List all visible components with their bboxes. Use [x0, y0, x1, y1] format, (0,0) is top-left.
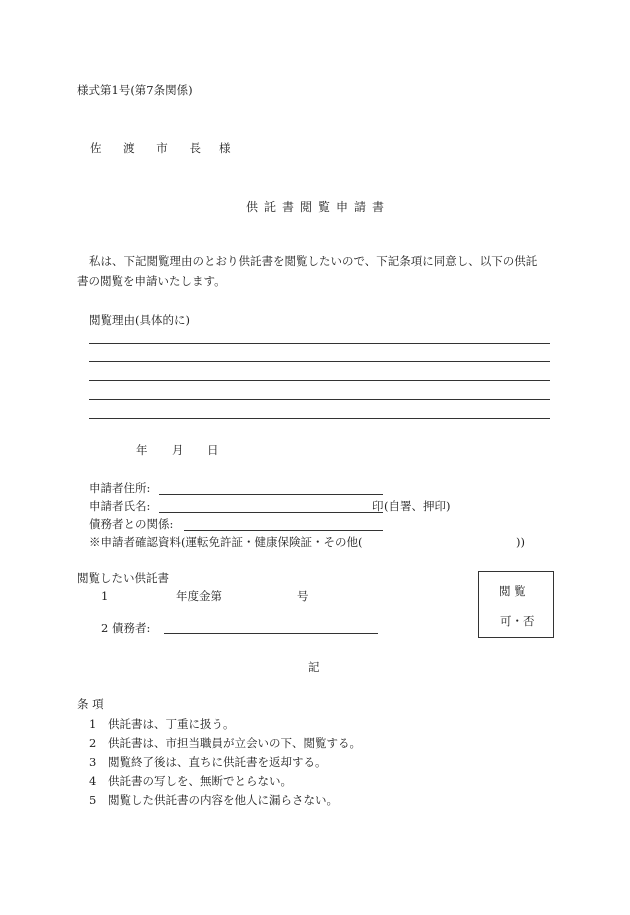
ki-mark: 記	[308, 660, 320, 674]
terms-heading: 条 項	[77, 697, 104, 711]
deposit-item-1-suffix: 号	[297, 589, 309, 603]
applicant-name-label: 申請者氏名:	[89, 499, 151, 513]
relation-field[interactable]	[184, 530, 383, 531]
term-5-number: 5	[89, 793, 97, 807]
relation-label: 債務者との関係:	[89, 517, 174, 531]
term-3-number: 3	[89, 755, 97, 769]
term-5-text: 閲覧した供託書の内容を他人に漏らさない。	[108, 793, 338, 807]
term-2-text: 供託書は、市担当職員が立会いの下、閲覧する。	[108, 736, 361, 750]
reason-label: 閲覧理由(具体的に)	[89, 313, 190, 327]
id-documents-label: ※申請者確認資料(運転免許証・健康保険証・その他(	[89, 535, 363, 549]
deposit-item-1-year: 年度金第	[176, 589, 222, 603]
reason-line-2[interactable]	[89, 361, 550, 362]
reason-line-1[interactable]	[89, 343, 550, 344]
term-1-text: 供託書は、丁重に扱う。	[108, 717, 235, 731]
deposit-item-1-number: 1	[101, 589, 109, 603]
form-number: 様式第1号(第7条関係)	[77, 83, 193, 97]
reason-line-5[interactable]	[89, 418, 550, 419]
debtor-field[interactable]	[164, 633, 378, 634]
term-3-text: 閲覧終了後は、直ちに供託書を返却する。	[108, 755, 327, 769]
intro-line-2: 書の閲覧を申請いたします。	[77, 274, 226, 288]
addressee-honorific: 様	[219, 141, 231, 155]
term-4-number: 4	[89, 774, 97, 788]
reason-line-4[interactable]	[89, 399, 550, 400]
applicant-address-field[interactable]	[159, 494, 383, 495]
addressee-name: 佐 渡 市 長	[90, 141, 210, 155]
date-month: 月	[172, 443, 184, 457]
applicant-address-label: 申請者住所:	[89, 481, 151, 495]
seal-mark: 印	[372, 499, 384, 513]
id-documents-close: ))	[516, 535, 525, 549]
seal-note: (自署、押印)	[384, 499, 451, 513]
document-title: 供託書閲覧申請書	[246, 200, 391, 214]
deposit-heading: 閲覧したい供託書	[77, 571, 169, 585]
term-4-text: 供託書の写しを、無断でとらない。	[108, 774, 292, 788]
approval-options: 可・否	[500, 614, 535, 628]
deposit-item-2-label: 2 債務者:	[101, 621, 151, 635]
date-day: 日	[207, 443, 219, 457]
reason-line-3[interactable]	[89, 380, 550, 381]
date-year: 年	[136, 443, 148, 457]
term-1-number: 1	[89, 717, 97, 731]
intro-line-1: 私は、下記閲覧理由のとおり供託書を閲覧したいので、下記条項に同意し、以下の供託	[89, 254, 538, 268]
term-2-number: 2	[89, 736, 97, 750]
approval-label: 閲 覧	[499, 584, 526, 598]
applicant-name-field[interactable]	[159, 512, 383, 513]
